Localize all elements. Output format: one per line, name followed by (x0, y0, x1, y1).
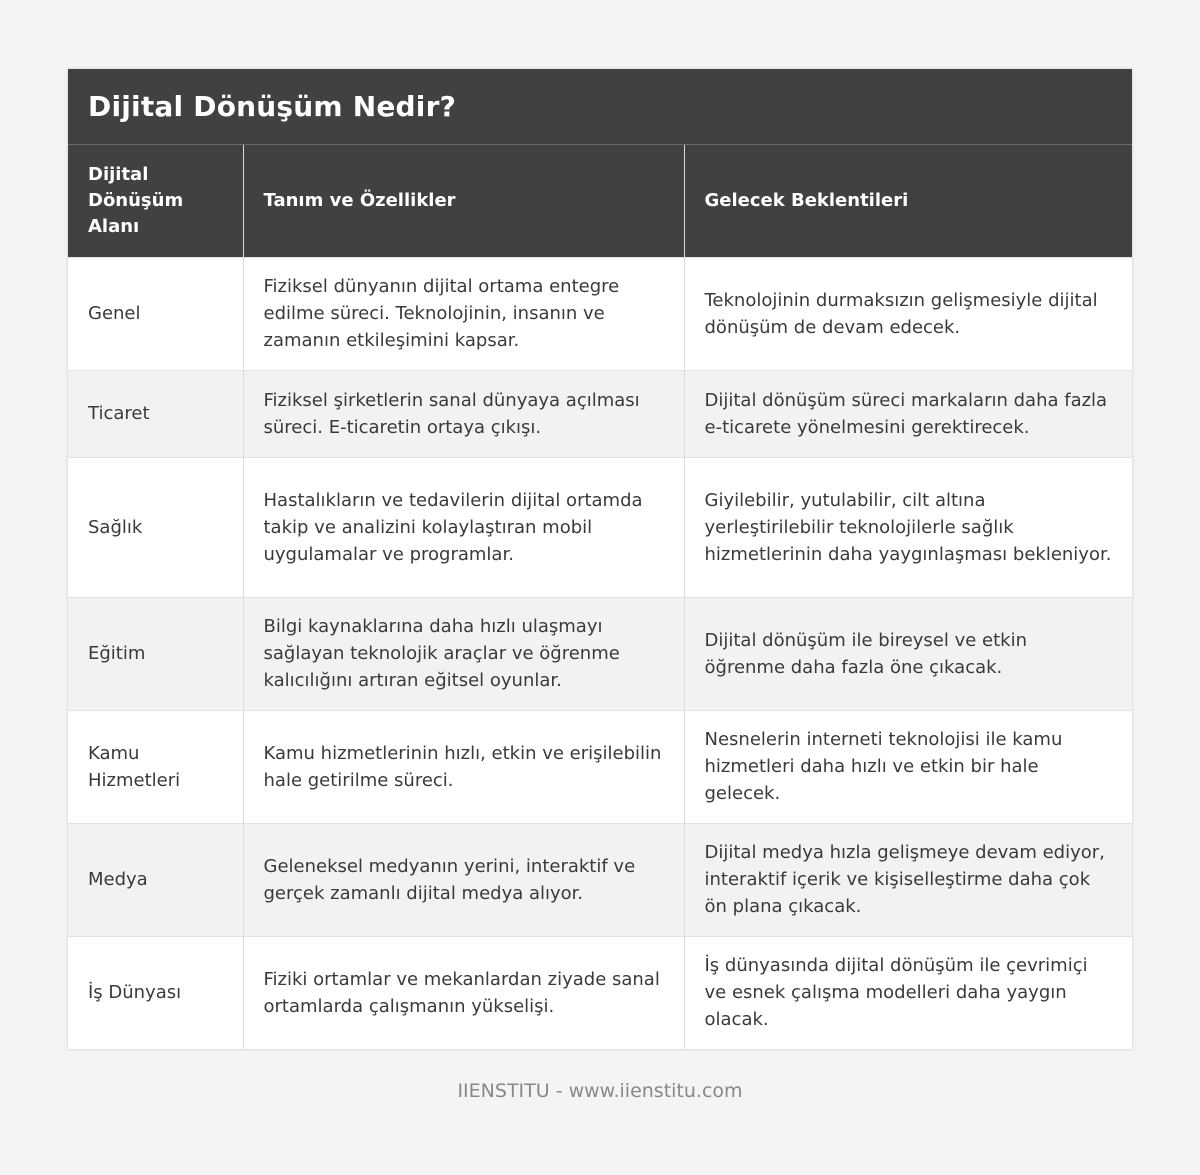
cell-definition: Fiziksel dünyanın dijital ortama entegre edilme süreci. Teknolojinin, insanın ve zamanın etkileşimini kapsar. (243, 257, 684, 370)
table-row (68, 710, 1132, 823)
cell-expectation: Dijital dönüşüm ile bireysel ve etkin öğrenme daha fazla öne çıkacak. (684, 597, 1132, 710)
table-title-bar (68, 69, 1132, 145)
table-row (68, 257, 1132, 370)
header-area: Dijital Dönüşüm Alanı (68, 145, 243, 257)
cell-definition: Kamu hizmetlerinin hızlı, etkin ve erişilebilin hale getirilme süreci. (243, 710, 684, 823)
cell-area: Genel (68, 257, 243, 370)
footer-credit: IIENSTITU - www.iienstitu.com (457, 1080, 743, 1102)
cell-expectation: İş dünyasında dijital dönüşüm ile çevrimiçi ve esnek çalışma modelleri daha yaygın olacak. (684, 936, 1132, 1049)
header-row (68, 145, 1132, 257)
data-table (68, 145, 1132, 1049)
table-row (68, 457, 1132, 597)
cell-definition: Geleneksel medyanın yerini, interaktif ve gerçek zamanlı dijital medya alıyor. (243, 823, 684, 936)
page-title: Dijital Dönüşüm Nedir? (88, 90, 457, 123)
cell-definition: Bilgi kaynaklarına daha hızlı ulaşmayı sağlayan teknolojik araçlar ve öğrenme kalıcılığını artıran eğitsel oyunlar. (243, 597, 684, 710)
cell-area: Kamu Hizmetleri (68, 710, 243, 823)
table-row (68, 370, 1132, 457)
table-row (68, 597, 1132, 710)
table-card (68, 69, 1132, 1049)
table-row (68, 823, 1132, 936)
header-expectation: Gelecek Beklentileri (684, 145, 1132, 257)
cell-expectation: Giyilebilir, yutulabilir, cilt altına yerleştirilebilir teknolojilerle sağlık hizmetlerinin daha yaygınlaşması bekleniyor. (684, 457, 1132, 597)
cell-area: Eğitim (68, 597, 243, 710)
cell-expectation: Teknolojinin durmaksızın gelişmesiyle dijital dönüşüm de devam edecek. (684, 257, 1132, 370)
cell-expectation: Nesnelerin interneti teknolojisi ile kamu hizmetleri daha hızlı ve etkin bir hale gelecek. (684, 710, 1132, 823)
cell-definition: Hastalıkların ve tedavilerin dijital ortamda takip ve analizini kolaylaştıran mobil uygulamalar ve programlar. (243, 457, 684, 597)
cell-area: Medya (68, 823, 243, 936)
cell-expectation: Dijital medya hızla gelişmeye devam ediyor, interaktif içerik ve kişiselleştirme daha çok ön plana çıkacak. (684, 823, 1132, 936)
cell-definition: Fiziki ortamlar ve mekanlardan ziyade sanal ortamlarda çalışmanın yükselişi. (243, 936, 684, 1049)
cell-area: Sağlık (68, 457, 243, 597)
header-definition: Tanım ve Özellikler (243, 145, 684, 257)
cell-area: İş Dünyası (68, 936, 243, 1049)
cell-area: Ticaret (68, 370, 243, 457)
cell-expectation: Dijital dönüşüm süreci markaların daha fazla e-ticarete yönelmesini gerektirecek. (684, 370, 1132, 457)
cell-definition: Fiziksel şirketlerin sanal dünyaya açılması süreci. E-ticaretin ortaya çıkışı. (243, 370, 684, 457)
table-row (68, 936, 1132, 1049)
